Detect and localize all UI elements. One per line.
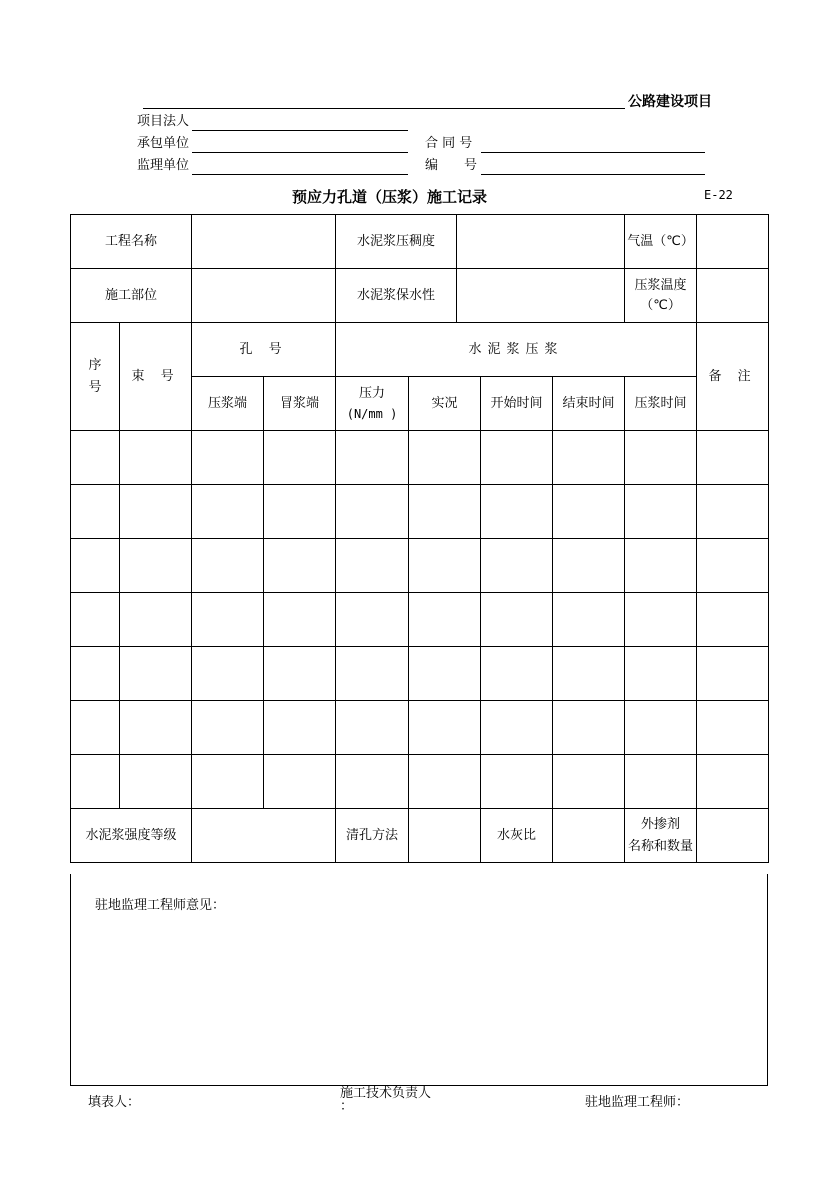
table-cell[interactable] (409, 755, 481, 809)
admixture-line2: 名称和数量 (628, 838, 694, 854)
cement-consistency-value[interactable] (457, 215, 625, 269)
actual-condition-header: 实况 (409, 377, 481, 431)
water-retention-label: 水泥浆保水性 (336, 269, 457, 323)
supervisor-label: 监理单位 (137, 158, 190, 173)
bundle-no-header: 束 号 (120, 323, 192, 431)
table-cell[interactable] (264, 431, 336, 485)
table-cell[interactable] (481, 701, 553, 755)
table-cell[interactable] (697, 539, 769, 593)
strength-grade-label: 水泥浆强度等级 (71, 809, 192, 863)
table-cell[interactable] (697, 647, 769, 701)
grout-time-header: 压浆时间 (625, 377, 697, 431)
page-title: 预应力孔道（压浆）施工记录 (292, 188, 488, 206)
hole-clean-method-label: 清孔方法 (336, 809, 409, 863)
table-cell[interactable] (336, 647, 409, 701)
opinion-label: 驻地监理工程师意见： (95, 898, 226, 913)
grout-end-header: 压浆端 (192, 377, 264, 431)
table-cell[interactable] (553, 647, 625, 701)
grout-temp-value[interactable] (697, 269, 769, 323)
legal-person-label: 项目法人 (137, 114, 190, 129)
table-cell[interactable] (71, 755, 120, 809)
water-cement-ratio-value[interactable] (553, 809, 625, 863)
form-code: E-22 (704, 188, 733, 202)
overflow-end-header: 冒浆端 (264, 377, 336, 431)
table-cell[interactable] (71, 431, 120, 485)
project-suffix: 公路建设项目 (628, 94, 712, 110)
table-cell[interactable] (264, 539, 336, 593)
table-cell[interactable] (409, 593, 481, 647)
supervisor-field[interactable] (192, 174, 408, 175)
table-cell[interactable] (71, 485, 120, 539)
pressure-unit: (N/mm ) (346, 406, 398, 421)
table-cell[interactable] (697, 755, 769, 809)
construction-part-value[interactable] (192, 269, 336, 323)
table-cell[interactable] (625, 431, 697, 485)
construction-part-label: 施工部位 (71, 269, 192, 323)
cement-consistency-label: 水泥浆压稠度 (336, 215, 457, 269)
filler-label: 填表人： (88, 1095, 141, 1110)
table-cell[interactable] (71, 647, 120, 701)
table-cell[interactable] (192, 485, 264, 539)
strength-grade-value[interactable] (192, 809, 336, 863)
water-retention-value[interactable] (457, 269, 625, 323)
table-cell[interactable] (192, 701, 264, 755)
table-row (71, 485, 769, 539)
table-cell[interactable] (336, 485, 409, 539)
table-cell[interactable] (697, 701, 769, 755)
table-cell[interactable] (336, 593, 409, 647)
table-cell[interactable] (625, 485, 697, 539)
table-row (71, 593, 769, 647)
project-name-underline[interactable] (143, 108, 625, 109)
table-cell[interactable] (192, 539, 264, 593)
table-cell[interactable] (192, 431, 264, 485)
serial-no-field[interactable] (481, 174, 705, 175)
table-cell[interactable] (264, 485, 336, 539)
table-row (71, 647, 769, 701)
cement-grouting-header: 水泥浆压浆 (336, 323, 697, 377)
seq-no-header (71, 323, 120, 431)
table-cell[interactable] (553, 755, 625, 809)
table-cell[interactable] (264, 647, 336, 701)
table-cell[interactable] (625, 647, 697, 701)
table-cell[interactable] (697, 485, 769, 539)
table-cell[interactable] (264, 701, 336, 755)
table-cell[interactable] (192, 593, 264, 647)
opinion-box[interactable] (70, 874, 768, 1086)
table-cell[interactable] (553, 593, 625, 647)
admixture-value[interactable] (697, 809, 769, 863)
table-cell[interactable] (71, 539, 120, 593)
table-cell[interactable] (553, 485, 625, 539)
admixture-label (625, 809, 697, 863)
table-row (71, 701, 769, 755)
table-cell[interactable] (264, 755, 336, 809)
table-cell[interactable] (192, 755, 264, 809)
table-cell[interactable] (481, 647, 553, 701)
table-cell[interactable] (336, 755, 409, 809)
tech-lead-line2: ： (340, 1099, 354, 1114)
water-cement-ratio-label: 水灰比 (481, 809, 553, 863)
table-cell[interactable] (553, 431, 625, 485)
tech-lead-line1: 施工技术负责人 (340, 1086, 432, 1101)
table-cell[interactable] (71, 701, 120, 755)
table-cell[interactable] (120, 755, 192, 809)
table-cell[interactable] (481, 431, 553, 485)
grout-temp-label: 压浆温度（℃） (625, 269, 697, 323)
table-cell[interactable] (120, 647, 192, 701)
table-cell[interactable] (120, 593, 192, 647)
hole-clean-method-value[interactable] (409, 809, 481, 863)
table-cell[interactable] (336, 701, 409, 755)
record-table (70, 214, 769, 863)
table-cell[interactable] (409, 701, 481, 755)
table-cell[interactable] (553, 701, 625, 755)
table-cell[interactable] (625, 593, 697, 647)
contractor-label: 承包单位 (137, 136, 190, 151)
project-name-label: 工程名称 (71, 215, 192, 269)
table-cell[interactable] (120, 485, 192, 539)
table-cell[interactable] (409, 485, 481, 539)
contract-no-field[interactable] (481, 152, 705, 153)
table-cell[interactable] (192, 647, 264, 701)
air-temp-label: 气温（℃） (625, 215, 697, 269)
table-cell[interactable] (553, 539, 625, 593)
table-cell[interactable] (409, 647, 481, 701)
table-cell[interactable] (71, 593, 120, 647)
table-cell[interactable] (120, 539, 192, 593)
table-cell[interactable] (409, 431, 481, 485)
table-cell[interactable] (336, 431, 409, 485)
admixture-line1: 外掺剂 (641, 816, 681, 832)
contract-no-label: 合 同 号 (425, 136, 473, 151)
pressure-header (336, 377, 409, 431)
serial-no-label: 编 号 (425, 158, 478, 173)
table-cell[interactable] (120, 431, 192, 485)
tech-lead-block (340, 1087, 431, 1113)
legal-person-field[interactable] (192, 130, 408, 131)
project-name-value[interactable] (192, 215, 336, 269)
table-cell[interactable] (120, 701, 192, 755)
table-cell[interactable] (481, 485, 553, 539)
table-cell[interactable] (697, 431, 769, 485)
table-cell[interactable] (625, 701, 697, 755)
table-cell[interactable] (481, 755, 553, 809)
table-cell[interactable] (264, 593, 336, 647)
table-cell[interactable] (697, 593, 769, 647)
start-time-header: 开始时间 (481, 377, 553, 431)
table-row (71, 755, 769, 809)
table-row (71, 539, 769, 593)
end-time-header: 结束时间 (553, 377, 625, 431)
resident-engineer-label: 驻地监理工程师： (585, 1095, 690, 1110)
remarks-header: 备 注 (697, 323, 769, 431)
table-cell[interactable] (481, 539, 553, 593)
table-row (71, 431, 769, 485)
table-cell[interactable] (481, 593, 553, 647)
contractor-field[interactable] (192, 152, 408, 153)
table-cell[interactable] (409, 539, 481, 593)
air-temp-value[interactable] (697, 215, 769, 269)
table-cell[interactable] (336, 539, 409, 593)
hole-no-header: 孔 号 (192, 323, 336, 377)
pressure-text: 压力 (359, 385, 386, 401)
table-cell[interactable] (625, 539, 697, 593)
table-cell[interactable] (625, 755, 697, 809)
seq-no-text: 序号 (88, 357, 102, 395)
